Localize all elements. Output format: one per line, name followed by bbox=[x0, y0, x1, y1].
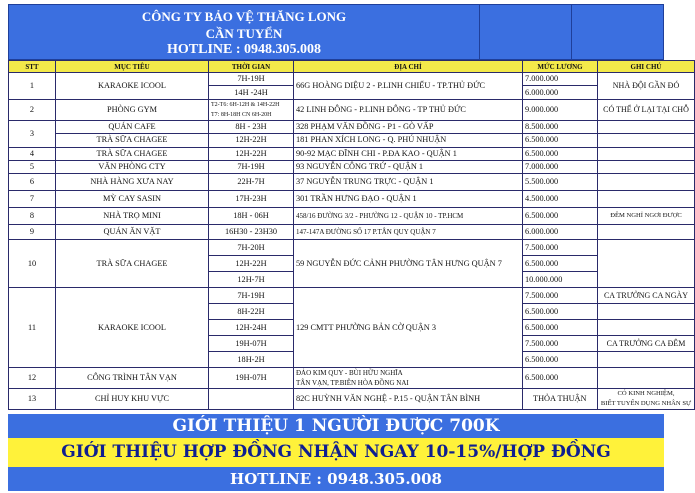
target-cell: TRÀ SỮA CHAGEE bbox=[56, 240, 209, 288]
time-cell: 7H-20H bbox=[209, 240, 294, 256]
note-cell: NHÀ ĐỘI GẦN ĐÓ bbox=[598, 73, 695, 100]
time-cell: 12H-22H bbox=[209, 147, 294, 160]
target-cell: PHÒNG GYM bbox=[56, 99, 209, 120]
note-line: BIẾT TUYỂN DỤNG NHÂN SỰ bbox=[600, 400, 692, 408]
contract-bonus-banner: GIỚI THIỆU HỢP ĐỒNG NHẬN NGAY 10-15%/HỢP ĐỒNG bbox=[8, 438, 664, 467]
note-cell bbox=[598, 120, 695, 133]
target-cell: KARAOKE ICOOL bbox=[56, 288, 209, 368]
address-cell bbox=[294, 368, 523, 389]
salary-cell: 10.000.000 bbox=[523, 272, 598, 288]
time-cell: 12H-22H bbox=[209, 256, 294, 272]
note-cell bbox=[598, 240, 695, 288]
jobs-table bbox=[8, 60, 695, 410]
time-cell: 16H30 - 23H30 bbox=[209, 225, 294, 240]
table-row bbox=[9, 120, 695, 133]
time-line: T7: 8H-18H CN 6H-20H bbox=[211, 111, 272, 118]
note-cell: CÓ THỂ Ở LẠI TẠI CHỖ bbox=[598, 99, 695, 120]
stt-cell: 11 bbox=[9, 288, 56, 368]
note-cell: CA TRƯỞNG CA ĐÊM bbox=[598, 336, 695, 352]
salary-cell: 6.000.000 bbox=[523, 86, 598, 99]
salary-cell: THỎA THUẬN bbox=[523, 389, 598, 410]
address-cell: 147-147A ĐƯỜNG SỐ 17 P.TÂN QUY QUẬN 7 bbox=[294, 225, 523, 240]
table-row bbox=[9, 160, 695, 173]
target-cell: NHÀ HÀNG XƯA NAY bbox=[56, 174, 209, 191]
address-cell: 93 NGUYỄN CÔNG TRỨ - QUẬN 1 bbox=[294, 160, 523, 173]
time-cell: 14H -24H bbox=[209, 86, 294, 99]
table-row bbox=[9, 99, 695, 120]
table-row bbox=[9, 225, 695, 240]
address-cell: 301 TRẦN HƯNG ĐẠO - QUẬN 1 bbox=[294, 191, 523, 208]
target-cell: QUÁN ĂN VẶT bbox=[56, 225, 209, 240]
time-cell: 18H-2H bbox=[209, 352, 294, 368]
company-name: CÔNG TY BẢO VỆ THĂNG LONG bbox=[141, 9, 347, 24]
footer-hotline-banner: HOTLINE : 0948.305.008 bbox=[8, 467, 664, 491]
target-cell: KARAOKE ICOOL bbox=[56, 73, 209, 100]
salary-cell: 4.500.000 bbox=[523, 191, 598, 208]
stt-cell: 13 bbox=[9, 389, 56, 410]
address-cell: 37 NGUYỄN TRUNG TRỰC - QUẬN 1 bbox=[294, 174, 523, 191]
table-header-row bbox=[9, 61, 695, 73]
address-cell: 129 CMTT PHƯỜNG BẢN CỜ QUẬN 3 bbox=[294, 288, 523, 368]
target-cell: CHỈ HUY KHU VỰC bbox=[56, 389, 209, 410]
col-note: GHI CHÚ bbox=[598, 61, 695, 73]
header-cell bbox=[479, 5, 572, 59]
stt-cell: 6 bbox=[9, 174, 56, 191]
salary-cell: 6.500.000 bbox=[523, 304, 598, 320]
target-cell: MỲ CAY SASIN bbox=[56, 191, 209, 208]
salary-cell: 6.000.000 bbox=[523, 225, 598, 240]
note-cell bbox=[598, 352, 695, 368]
time-cell: 22H-7H bbox=[209, 174, 294, 191]
table-row bbox=[9, 368, 695, 389]
note-cell bbox=[598, 147, 695, 160]
time-cell: 8H - 23H bbox=[209, 120, 294, 133]
col-stt: STT bbox=[9, 61, 56, 73]
target-cell: QUÁN CAFE bbox=[56, 120, 209, 133]
col-address: ĐỊA CHỈ bbox=[294, 61, 523, 73]
time-line: T2-T6: 6H-12H & 14H-22H bbox=[211, 101, 280, 108]
salary-cell: 6.500.000 bbox=[523, 256, 598, 272]
table-row bbox=[9, 240, 695, 256]
address-line: TÂN VẠN, TP.BIÊN HÒA ĐỒNG NAI bbox=[296, 379, 409, 388]
table-row bbox=[9, 191, 695, 208]
address-line: ĐẢO KIM QUY - BÙI HỮU NGHĨA bbox=[296, 369, 403, 378]
target-cell: VĂN PHÒNG CTY bbox=[56, 160, 209, 173]
col-target: MỤC TIÊU bbox=[56, 61, 209, 73]
salary-cell: 7.500.000 bbox=[523, 336, 598, 352]
time-cell: 7H-19H bbox=[209, 73, 294, 86]
salary-cell: 9.000.000 bbox=[523, 99, 598, 120]
table-row bbox=[9, 73, 695, 86]
stt-cell: 9 bbox=[9, 225, 56, 240]
header-cell bbox=[571, 5, 664, 59]
note-cell bbox=[598, 368, 695, 389]
note-cell: CA TRƯỞNG CA NGÀY bbox=[598, 288, 695, 304]
address-cell: 458/16 ĐƯỜNG 3/2 - PHƯỜNG 12 - QUẬN 10 - TP.HCM bbox=[294, 208, 523, 225]
note-cell bbox=[598, 320, 695, 336]
time-cell: 7H-19H bbox=[209, 288, 294, 304]
time-cell: 19H-07H bbox=[209, 368, 294, 389]
time-cell: 12H-24H bbox=[209, 320, 294, 336]
time-cell: 17H-23H bbox=[209, 191, 294, 208]
address-cell: 42 LINH ĐÔNG - P.LINH ĐÔNG - TP THỦ ĐỨC bbox=[294, 99, 523, 120]
salary-cell: 7.000.000 bbox=[523, 160, 598, 173]
salary-cell: 6.500.000 bbox=[523, 368, 598, 389]
stt-cell: 3 bbox=[9, 120, 56, 147]
note-cell bbox=[598, 225, 695, 240]
stt-cell: 1 bbox=[9, 73, 56, 100]
table-row bbox=[9, 134, 695, 147]
salary-cell: 5.500.000 bbox=[523, 174, 598, 191]
table-row bbox=[9, 208, 695, 225]
stt-cell: 2 bbox=[9, 99, 56, 120]
salary-cell: 7.000.000 bbox=[523, 73, 598, 86]
table-row bbox=[9, 288, 695, 304]
salary-cell: 6.500.000 bbox=[523, 352, 598, 368]
stt-cell: 7 bbox=[9, 191, 56, 208]
target-cell: CÔNG TRÌNH TÂN VẠN bbox=[56, 368, 209, 389]
salary-cell: 6.500.000 bbox=[523, 147, 598, 160]
note-cell bbox=[598, 389, 695, 410]
company-header bbox=[8, 4, 664, 60]
address-cell: 181 PHAN XÍCH LONG - Q. PHÚ NHUẬN bbox=[294, 134, 523, 147]
note-cell bbox=[598, 191, 695, 208]
salary-cell: 6.500.000 bbox=[523, 320, 598, 336]
note-line: CÓ KINH NGHIỆM, bbox=[617, 390, 675, 398]
salary-cell: 7.500.000 bbox=[523, 288, 598, 304]
stt-cell: 10 bbox=[9, 240, 56, 288]
header-hotline: HOTLINE : 0948.305.008 bbox=[166, 42, 321, 57]
time-cell bbox=[209, 389, 294, 410]
stt-cell: 8 bbox=[9, 208, 56, 225]
note-cell bbox=[598, 160, 695, 173]
address-cell: 66G HOÀNG DIỆU 2 - P.LINH CHIỂU - TP.THỦ ĐỨC bbox=[294, 73, 523, 100]
salary-cell: 6.500.000 bbox=[523, 208, 598, 225]
table-row bbox=[9, 174, 695, 191]
stt-cell: 12 bbox=[9, 368, 56, 389]
salary-cell: 8.500.000 bbox=[523, 120, 598, 133]
target-cell: TRÀ SỮA CHAGEE bbox=[56, 147, 209, 160]
recruiting-title: CẦN TUYỂN bbox=[205, 26, 283, 41]
salary-cell: 6.500.000 bbox=[523, 134, 598, 147]
table-row bbox=[9, 147, 695, 160]
target-cell: TRÀ SỮA CHAGEE bbox=[56, 134, 209, 147]
note-cell bbox=[598, 304, 695, 320]
note-cell: ĐÊM NGHỈ NGƠI ĐƯỢC bbox=[598, 208, 695, 225]
salary-cell: 7.500.000 bbox=[523, 240, 598, 256]
table-row bbox=[9, 389, 695, 410]
referral-bonus-banner: GIỚI THIỆU 1 NGƯỜI ĐƯỢC 700K bbox=[8, 414, 664, 438]
address-cell: 59 NGUYỄN ĐỨC CẢNH PHƯỜNG TÂN HƯNG QUẬN 7 bbox=[294, 240, 523, 288]
recruitment-sheet bbox=[8, 4, 692, 488]
col-time: THỜI GIAN bbox=[209, 61, 294, 73]
address-cell: 82C HUỲNH VĂN NGHỆ - P.15 - QUẬN TÂN BÌNH bbox=[294, 389, 523, 410]
stt-cell: 5 bbox=[9, 160, 56, 173]
note-cell bbox=[598, 174, 695, 191]
target-cell: NHÀ TRỌ MINI bbox=[56, 208, 209, 225]
col-salary: MỨC LƯƠNG bbox=[523, 61, 598, 73]
note-cell bbox=[598, 134, 695, 147]
time-cell: 7H-19H bbox=[209, 160, 294, 173]
time-cell: 12H-22H bbox=[209, 134, 294, 147]
stt-cell: 4 bbox=[9, 147, 56, 160]
time-cell: 12H-7H bbox=[209, 272, 294, 288]
address-cell: 90-92 MẠC ĐĨNH CHI - P.ĐA KAO - QUẬN 1 bbox=[294, 147, 523, 160]
time-cell: 18H - 06H bbox=[209, 208, 294, 225]
time-cell: 19H-07H bbox=[209, 336, 294, 352]
time-cell bbox=[209, 99, 294, 120]
address-cell: 328 PHẠM VĂN ĐỒNG - P1 - GÒ VẤP bbox=[294, 120, 523, 133]
time-cell: 8H-22H bbox=[209, 304, 294, 320]
